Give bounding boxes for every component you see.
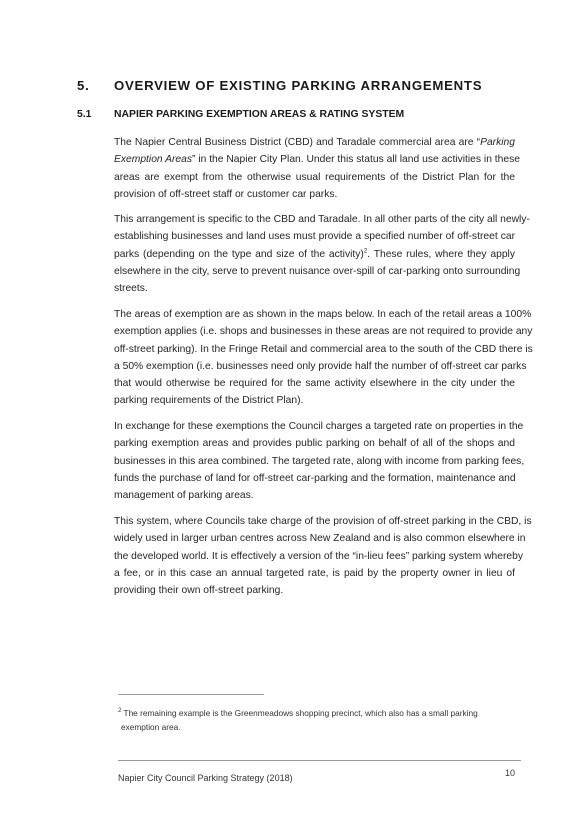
- page-number: 10: [505, 768, 516, 778]
- paragraph-line: parking exemption areas and provides public parking on behalf of all of the shops and: [114, 438, 515, 450]
- paragraph-line: that would otherwise be required for the same activity elsewhere in the city under the: [114, 378, 515, 390]
- paragraph-line: streets.: [114, 283, 148, 295]
- footnote-text: The remaining example is the Greenmeadows shopping precinct, which also has a small parking: [121, 708, 478, 718]
- paragraph-line: The areas of exemption are as shown in the maps below. In each of the retail areas a 100%: [114, 309, 532, 320]
- paragraph-line: This system, where Councils take charge of the provision of off-street parking in the CBD, is: [114, 516, 532, 527]
- subsection-number: 5.1: [77, 109, 92, 120]
- paragraph-line: exemption applies (i.e. shops and businesses in these areas are not required to provide any: [114, 326, 533, 338]
- paragraph-line: a 50% exemption (i.e. businesses need only provide half the number of off-street car parks: [114, 360, 527, 372]
- paragraph-5: [114, 513, 532, 599]
- subsection-heading: [77, 109, 404, 120]
- subsection-title: NAPIER PARKING EXEMPTION AREAS & RATING SYSTEM: [114, 109, 405, 120]
- paragraph-3: [114, 306, 533, 410]
- paragraph-line: a fee, or in this case an annual targeted rate, is paid by the property owner in lieu of: [114, 567, 515, 579]
- paragraph-line: areas are exempt from the otherwise usual requirements of the District Plan for the: [114, 171, 515, 183]
- paragraph-line: The Napier Central Business District (CBD) and Taradale commercial area are “Parking: [114, 137, 515, 148]
- paragraph-line: widely used in larger urban centres across New Zealand and is also common elsewhere in: [114, 533, 526, 545]
- footnote-reference: 2: [363, 248, 368, 255]
- footer-title: Napier City Council Parking Strategy (2018): [118, 773, 293, 783]
- paragraph-1: [114, 134, 520, 203]
- paragraph-line: parking requirements of the District Plan).: [114, 395, 304, 407]
- footnote-text: exemption area.: [121, 722, 181, 733]
- paragraph-line: Exemption Areas” in the Napier City Plan. Under this status all land use activities in these: [114, 154, 520, 166]
- paragraph-line: This arrangement is specific to the CBD and Taradale. In all other parts of the city all newly-: [114, 214, 530, 225]
- paragraph-line: provision of off-street staff or customer car parks.: [114, 188, 338, 200]
- section-heading: [77, 78, 482, 93]
- paragraph-line: providing their own off-street parking.: [114, 585, 284, 597]
- paragraph-2: [114, 211, 530, 297]
- paragraph-line: In exchange for these exemptions the Council charges a targeted rate on properties in the: [114, 421, 524, 432]
- section-title: OVERVIEW OF EXISTING PARKING ARRANGEMENTS: [114, 78, 483, 93]
- paragraph-line: the developed world. It is effectively a version of the “in-lieu fees” parking system whereby: [114, 550, 524, 562]
- paragraph-line: elsewhere in the city, serve to prevent nuisance over-spill of car-parking onto surrounding: [114, 265, 521, 277]
- paragraph-line: funds the purchase of land for off-street car-parking and the formation, maintenance and: [114, 472, 516, 484]
- section-number: 5.: [77, 78, 90, 93]
- paragraph-line: businesses in this area combined. The targeted rate, along with income from parking fees,: [114, 455, 525, 467]
- paragraph-line: parks (depending on the type and size of the activity)$^2$. These rules, where they apply: [114, 248, 515, 260]
- footnote-divider: [118, 694, 264, 695]
- paragraph-line: off-street parking). In the Fringe Retail and commercial area to the south of the CBD there is: [114, 343, 533, 355]
- paragraph-line: establishing businesses and land uses must provide a specified number of off-street car: [114, 231, 515, 243]
- footnote: [118, 706, 518, 735]
- paragraph-4: [114, 418, 525, 504]
- paragraph-line: management of parking areas.: [114, 490, 254, 502]
- footnote-marker: 2: [118, 708, 122, 715]
- footer-divider: [118, 760, 521, 761]
